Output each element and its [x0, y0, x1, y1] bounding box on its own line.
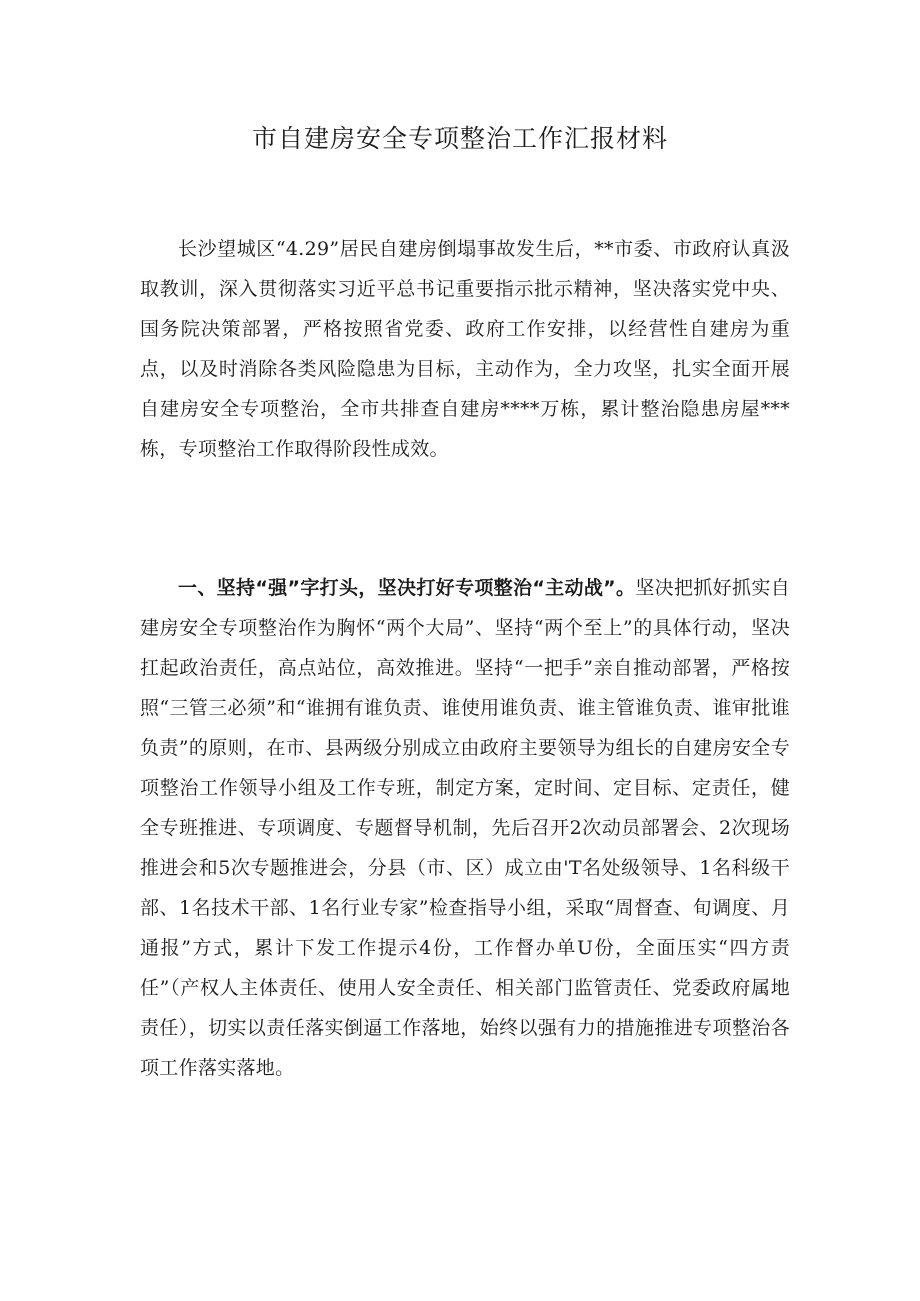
- section-one-paragraph: [140, 568, 790, 1088]
- document-title: 市自建房安全专项整治工作汇报材料: [251, 124, 668, 153]
- section-one-body: 坚决把抓好抓实自建房安全专项整治作为胸怀“两个大局”、坚持“两个至上”的具体行动，坚决扛起政治责任，高点站位，高效推进。坚持“一把手”亲自推动部署，严格按照“三管三必须”和“谁拥有谁负责、谁使用谁负责、谁主管谁负责、谁审批谁负责”的原则，在市、县两级分别成立由政府主要领导为组长的自建房安全专项整治工作领导小组及工作专班，制定方案，定时间、定目标、定责任，健全专班推进、专项调度、专题督导机制，先后召开2次动员部署会、2次现场推进会和5次专题推进会，分县（市、区）成立由'T名处级领导、1名科级干部、1名技术干部、1名行业专家”检查指导小组，采取“周督查、旬调度、月通报”方式，累计下发工作提示4份，工作督办单U份，全面压实“四方责任”（产权人主体责任、使用人安全责任、相关部门监管责任、党委政府属地责任），切实以责任落实倒逼工作落地，始终以强有力的措施推进专项整治各项工作落实落地。: [140, 577, 790, 1079]
- section-one-heading: 一、坚持“强”字打头，坚决打好专项整治“主动战”。: [178, 577, 636, 599]
- intro-paragraph: 长沙望城区“4.29”居民自建房倒塌事故发生后，**市委、市政府认真汲取教训，深入贯彻落实习近平总书记重要指示批示精神，坚决落实党中央、国务院决策部署，严格按照省党委、政府工作安排，以经营性自建房为重点，以及时消除各类风险隐患为目标，主动作为，全力攻坚，扎实全面开展自建房安全专项整治，全市共排查自建房****万栋，累计整治隐患房屋***栋，专项整治工作取得阶段性成效。: [140, 238, 790, 460]
